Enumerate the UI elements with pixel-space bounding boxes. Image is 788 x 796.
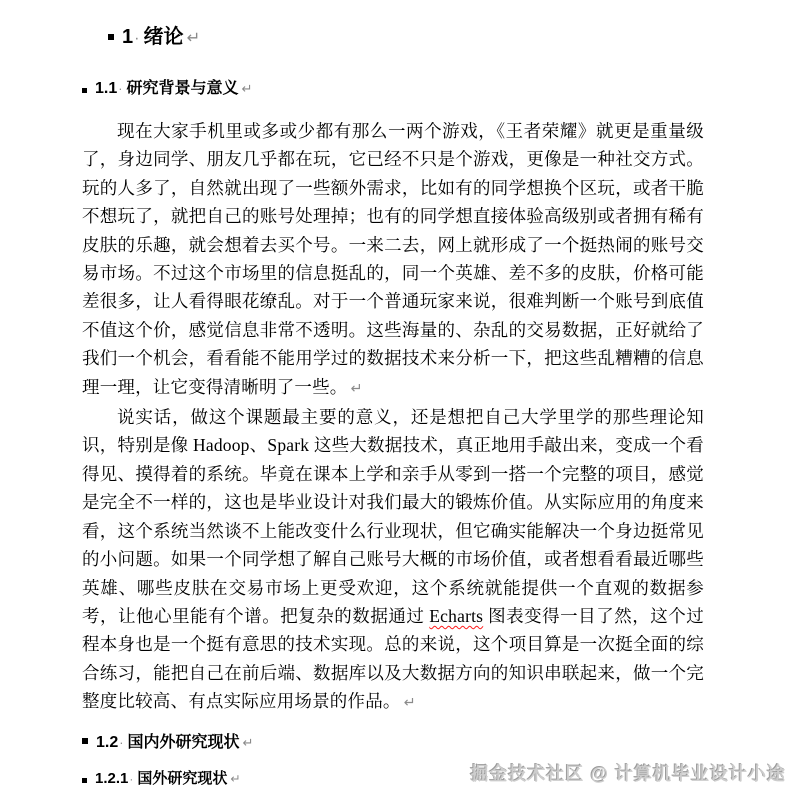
paragraph-mark-icon: ↵ (403, 695, 416, 712)
watermark-text: 掘金技术社区 @ 计算机毕业设计小途 (470, 764, 786, 784)
space-dot-mark: · (119, 734, 124, 750)
heading-1-2-1-number: 1.2.1 (95, 769, 129, 787)
space-dot-mark: · (129, 771, 134, 786)
paragraph-significance-text-before: 说实话，做这个课题最主要的意义，还是想把自己大学里学的那些理论知识，特别是像 Hadoop、Spark 这些大数据技术，真正地用手敲出来，变成一个看得见、摸得着的系统。毕竟在课本上学和亲手从零到一搭一个完整的项目，感觉是完全不一样的，这也是毕业设计对我们最大的锻炼价值。从实际应用的角度来看，这个系统当然谈不上能改变什么行业现状，但它确实能解决一个身边挺常见的小问题。如果一个同学想了解自己账号大概的市场价值，或者想看看最近哪些英雄、哪些皮肤在交易市场上更受欢迎，这个系统就能提供一个直观的数据参考，让他心里能有个谱。把复杂的数据通过 (82, 407, 704, 626)
paragraph-significance-text-after: 图表变得一目了然，这个过程本身也是一个挺有意思的技术实现。总的来说，这个项目算是一次挺全面的综合练习，能把自己在前后端、数据库以及大数据方向的知识串联起来，做一个完整度比较高、有点实际应用场景的作品。 (82, 605, 704, 712)
paragraph-background-text: 现在大家手机里或多或少都有那么一两个游戏，《王者荣耀》就更是重量级了，身边同学、朋友几乎都在玩，它已经不只是个游戏，更像是一种社交方式。玩的人多了，自然就出现了一些额外需求，比如有的同学想换个区玩，或者干脆不想玩了，就把自己的账号处理掉；也有的同学想直接体验高级别或者拥有稀有皮肤的乐趣，就会想着去买个号。一来二去，网上就形成了一个挺热闹的账号交易市场。不过这个市场里的信息挺乱的，同一个英雄、差不多的皮肤，价格可能差很多，让人看得眼花缭乱。对于一个普通玩家来说，很难判断一个账号到底值不值这个价，感觉信息非常不透明。这些海量的、杂乱的交易数据，正好就给了我们一个机会，看看能不能用学过的数据技术来分析一下，把这些乱糟糟的信息理一理，让它变得清晰明了一些。 (82, 121, 704, 397)
heading-chapter-1 (108, 24, 704, 52)
heading-chapter-title: 绪论 (143, 26, 184, 48)
paragraph-mark-icon: ↵ (186, 28, 201, 47)
paragraph-mark-icon: ↵ (350, 380, 363, 397)
heading-1-2-title: 国内外研究现状 (127, 733, 240, 751)
outline-square-icon (82, 738, 88, 744)
echarts-term-spellcheck: Echarts (429, 605, 484, 626)
heading-1-1-title: 研究背景与意义 (126, 80, 239, 97)
space-dot-mark: · (118, 81, 123, 96)
paragraph-significance (82, 403, 704, 717)
paragraph-background (82, 117, 704, 403)
heading-section-1-1 (82, 78, 704, 101)
paragraph-mark-icon: ↵ (241, 82, 253, 97)
paragraph-mark-icon: ↵ (230, 771, 241, 786)
outline-square-icon (82, 88, 87, 93)
heading-1-2-number: 1.2 (96, 733, 119, 751)
outline-square-icon (82, 778, 87, 783)
heading-section-1-2 (82, 732, 704, 755)
heading-1-1-number: 1.1 (95, 80, 118, 97)
heading-1-2-1-title: 国外研究现状 (137, 769, 228, 787)
paragraph-mark-icon: ↵ (242, 735, 254, 751)
space-dot-mark: · (134, 30, 140, 47)
heading-chapter-number: 1 (122, 26, 134, 48)
outline-square-icon (108, 34, 114, 40)
